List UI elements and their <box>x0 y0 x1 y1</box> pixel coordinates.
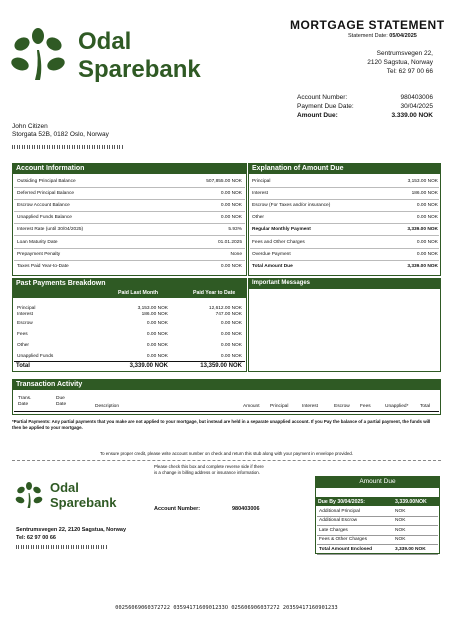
due-by-label: Due By 30/04/2025: <box>318 499 366 505</box>
account-info-label: Interest Rate (until 30/04/2025) <box>17 227 84 233</box>
micr-line: 00256069060372722 0359417160901233O 025606906037272 2035941716090123З <box>115 605 338 611</box>
transaction-column-header: Trans. Date <box>18 396 32 407</box>
leaf-logo-icon <box>8 26 68 82</box>
account-info-value: 0.00 NOK <box>220 263 242 269</box>
account-info-divider <box>14 199 245 200</box>
explanation-divider <box>250 235 439 236</box>
explanation-header: Explanation of Amount Due <box>248 163 441 174</box>
stub-account-label: Account Number: <box>154 506 201 512</box>
explanation-label: Regular Monthly Payment <box>252 227 311 233</box>
document-title: MORTGAGE STATEMENT <box>290 18 445 32</box>
past-total-c1: 3,339.00 NOK <box>129 363 168 369</box>
leaf-logo-icon <box>14 480 44 510</box>
explanation-value: 3,339.00 NOK <box>407 263 438 269</box>
brand-line1: Odal <box>78 28 132 55</box>
account-info-label: Deferred Principal Balance <box>17 191 75 197</box>
explanation-label: Principal <box>252 179 271 184</box>
account-info-divider <box>14 248 245 249</box>
paid-ytd-header: Paid Year to Date <box>193 290 236 296</box>
stub-row-divider <box>317 516 438 517</box>
due-by-value: 3,339.00NOK <box>395 499 427 505</box>
account-info-label: Prepayment Penalty <box>17 251 61 257</box>
account-info-divider <box>14 260 245 261</box>
explanation-value: 0.00 NOK <box>416 203 438 209</box>
explanation-value: 3,339.00 NOK <box>407 227 438 233</box>
explanation-label: Total Amount Due <box>252 263 293 269</box>
stub-instruction: To ensure proper credit, please write account number on check and return this stub along with your payment in envelope provided. <box>99 451 354 456</box>
stub-row-label: Additional Escrow <box>319 518 358 524</box>
transaction-column-header: Amount <box>243 404 260 409</box>
account-info-label: Escrow Account Balance <box>17 203 70 209</box>
postal-barcode <box>12 145 124 149</box>
checkbox-text2: is a change in billing address or insurance information. <box>154 470 260 475</box>
explanation-divider <box>250 199 439 200</box>
stub-divider <box>12 460 441 461</box>
bank-phone: Tel: 62 97 00 66 <box>386 68 433 75</box>
stub-row-divider <box>317 554 438 555</box>
past-total-c2: 13,359.00 NOK <box>200 363 242 369</box>
past-payment-ytd: 0.00 NOK <box>220 332 242 337</box>
explanation-label: Overdue Payment <box>252 251 291 257</box>
explanation-label: Escrow (For Taxes and/or insurance) <box>252 203 331 209</box>
account-info-value: 5.93% <box>228 227 242 233</box>
account-info-label: Unapplied Funds Balance <box>17 215 72 221</box>
stub-row-label: Fees & Other Charges <box>319 537 367 543</box>
stub-row-value: NOK <box>395 509 406 514</box>
explanation-value: 0.00 NOK <box>416 251 438 257</box>
account-info-value: 507,855.00 NOK <box>206 179 242 184</box>
transaction-header-divider <box>14 411 439 412</box>
past-payment-label: Other <box>17 343 29 348</box>
past-payment-label: Principal <box>17 306 36 311</box>
stub-row-label: Late Charges <box>319 527 348 533</box>
checkbox-text1: Please check this box and complete reverse side if there <box>154 464 264 469</box>
account-info-label: Outsiding Principal Balance <box>17 179 76 184</box>
past-payment-ytd: 12,612.00 NOK <box>208 306 242 311</box>
past-payment-ytd: 0.00 NOK <box>220 321 242 326</box>
bank-address-line2: 2120 Sagstua, Norway <box>367 59 433 66</box>
stub-row-value: NOK <box>395 518 406 524</box>
past-payment-last-month: 0.00 NOK <box>146 354 168 359</box>
customer-address: Storgata 52B, 0182 Oslo, Norway <box>12 131 109 138</box>
transaction-column-header: Unapplied* <box>385 404 409 409</box>
stub-row-divider <box>317 535 438 536</box>
stub-row-divider <box>317 544 438 545</box>
past-payment-last-month: 186.00 NOK <box>141 312 168 317</box>
account-number-label: Account Number: <box>297 94 348 101</box>
transaction-column-header: Interest <box>302 404 318 409</box>
important-messages-panel <box>248 278 441 372</box>
account-info-divider <box>14 235 245 236</box>
past-payment-label: Escrow <box>17 321 33 326</box>
account-number-value: 980403006 <box>400 94 433 101</box>
statement-date: Statement Date: 05/04/2025 <box>348 33 417 39</box>
past-total-divider <box>14 361 245 362</box>
stub-row-value: NOK <box>395 527 406 533</box>
past-total-label: Total <box>16 363 30 369</box>
account-info-value: None <box>230 251 242 257</box>
account-info-divider <box>14 211 245 212</box>
past-payment-label: Fees <box>17 332 28 337</box>
stub-row-label: Additional Principal <box>319 509 360 514</box>
stub-phone: Tel: 62 97 00 66 <box>16 535 56 541</box>
payment-due-label: Payment Due Date: <box>297 103 354 110</box>
past-payment-last-month: 0.00 NOK <box>146 332 168 337</box>
explanation-label: Fees and Other Charges <box>252 239 305 245</box>
customer-name: John Citizen <box>12 123 48 130</box>
transaction-column-header: Fees <box>360 404 371 409</box>
account-info-header: Account Information <box>12 163 247 174</box>
transaction-column-header: Principal <box>270 404 289 409</box>
past-payment-last-month: 0.00 NOK <box>146 321 168 326</box>
important-messages-header: Important Messages <box>248 278 441 289</box>
explanation-divider <box>250 187 439 188</box>
past-payment-last-month: 3,153.00 NOK <box>137 306 168 311</box>
stub-logo <box>14 480 44 510</box>
past-payment-ytd: 0.00 NOK <box>220 343 242 348</box>
stub-account-number: 980403006 <box>232 506 260 512</box>
stub-row-value: NOK <box>395 537 406 543</box>
past-payments-header: Past Payments Breakdown <box>12 278 247 289</box>
brand-line2: Sparebank <box>78 56 201 83</box>
account-info-label: Loan Maturity Date <box>17 239 58 245</box>
account-info-value: 0.00 NOK <box>220 203 242 209</box>
account-info-value: 0.00 NOK <box>220 191 242 197</box>
stub-amount-due-header: Amount Due <box>315 476 440 488</box>
account-info-divider <box>14 223 245 224</box>
account-info-divider <box>14 187 245 188</box>
transaction-column-header: Total <box>420 404 431 409</box>
past-payment-ytd: 0.00 NOK <box>220 354 242 359</box>
bank-address-line1: Sentrumsvegen 22, <box>376 50 433 57</box>
amount-due-label: Amount Due: <box>297 112 338 119</box>
past-payment-ytd: 747.00 NOK <box>215 312 242 317</box>
stub-brand-line2: Sparebank <box>50 495 117 510</box>
explanation-value: 3,153.00 NOK <box>407 179 438 184</box>
bank-logo <box>8 26 68 82</box>
transaction-header: Transaction Activity <box>12 379 441 390</box>
stub-row-value: 3,339.00 NOK <box>395 546 426 552</box>
transaction-column-header: Due Date <box>56 396 67 407</box>
amount-due-value: 3.339.00 NOK <box>391 112 433 119</box>
past-payment-last-month: 0.00 NOK <box>146 343 168 348</box>
explanation-value: 186.00 NOK <box>411 191 438 197</box>
transaction-column-header: Escrow <box>334 404 350 409</box>
payment-due-value: 30/04/2025 <box>400 103 433 110</box>
account-info-value: 01.01.2025 <box>217 239 242 245</box>
explanation-divider <box>250 223 439 224</box>
past-payments-subheader <box>12 289 247 298</box>
stub-row-divider <box>317 525 438 526</box>
explanation-value: 0.00 NOK <box>416 215 438 221</box>
transaction-column-header: Description <box>95 404 119 409</box>
stub-brand-line1: Odal <box>50 480 79 495</box>
stub-address: Sentrumsvegen 22, 2120 Sagstua, Norway <box>16 527 127 533</box>
explanation-divider <box>250 211 439 212</box>
paid-last-month-header: Paid Last Month <box>118 290 159 296</box>
explanation-value: 0.00 NOK <box>416 239 438 245</box>
partial-payments-note: *Partial Payments: Any partial payments that you make are not applied to your mortgage, but instead are held in a separate unapplied account. If you Pay the balance of a partial payment, the funds will then be applied to your mortgage. <box>12 419 431 430</box>
stub-due-by-row <box>315 497 440 506</box>
account-info-value: 0.00 NOK <box>220 215 242 221</box>
past-payment-label: Interest <box>17 312 33 317</box>
explanation-divider <box>250 260 439 261</box>
explanation-divider <box>250 248 439 249</box>
stub-row-label: Total Amount Enclosed <box>319 546 373 552</box>
past-payment-label: Unapplied Funds <box>17 354 54 359</box>
stub-postal-barcode <box>16 545 108 549</box>
account-info-label: Taxes Paid Year-to-Date <box>17 263 69 269</box>
explanation-label: Other <box>252 215 264 221</box>
explanation-label: Interest <box>252 191 268 197</box>
